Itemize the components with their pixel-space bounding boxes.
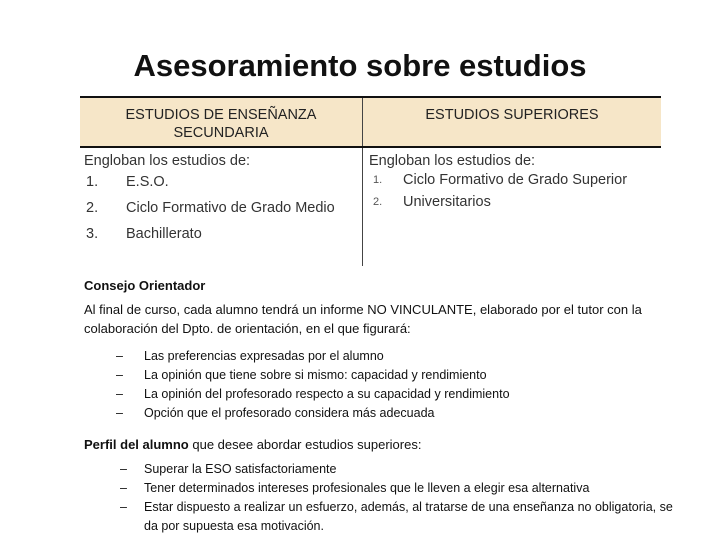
secundaria-lead: Engloban los estudios de: [84,153,251,169]
item-text: Bachillerato [126,226,202,242]
consejo-heading: Consejo Orientador [84,278,206,293]
item-text: Las preferencias expresadas por el alumno [144,349,384,363]
list-item [80,195,362,221]
header-superiores-label: ESTUDIOS SUPERIORES [425,107,599,123]
dash-marker: – [116,349,123,363]
item-number: 2. [86,200,99,216]
dash-marker: – [120,481,127,495]
item-text: E.S.O. [126,174,169,190]
perfil-heading [84,435,644,454]
list-item [116,404,676,423]
item-text: Universitarios [403,194,491,210]
item-text: Tener determinados intereses profesionales que le lleven a elegir esa alternativa [144,481,590,495]
list-item [116,385,676,404]
item-text: La opinión del profesorado respecto a su capacidad y rendimiento [144,387,510,401]
superiores-list [363,169,661,213]
consejo-list [116,347,676,423]
list-item [373,169,661,191]
item-text: La opinión que tiene sobre si mismo: capacidad y rendimiento [144,368,487,382]
header-secundaria-label: ESTUDIOS DE ENSEÑANZA SECUNDARIA [125,107,317,141]
studies-table [80,96,661,266]
item-text: Ciclo Formativo de Grado Superior [403,172,628,188]
item-text: Estar dispuesto a realizar un esfuerzo, además, al tratarse de una enseñanza no obligatoria, se da por supuesta esa motivación. [144,500,673,533]
dash-marker: – [120,500,127,514]
superiores-lead: Engloban los estudios de: [369,153,536,169]
item-number: 1. [86,174,99,190]
item-text: Superar la ESO satisfactoriamente [144,462,337,476]
superiores-cell [363,147,662,266]
list-item [116,366,676,385]
perfil-list [120,460,680,536]
dash-marker: – [120,462,127,476]
list-item [116,347,676,366]
item-number: 2. [373,196,383,208]
consejo-section [84,276,644,338]
dash-marker: – [116,368,123,382]
consejo-intro: Al final de curso, cada alumno tendrá un informe NO VINCULANTE, elaborado por el tutor con la colaboración del Dpto. de orientación, en el que figurará: [84,302,642,336]
list-item [120,460,680,479]
list-item [120,498,680,536]
item-text: Opción que el profesorado considera más adecuada [144,406,435,420]
secundaria-cell [80,147,363,266]
slide-title: Asesoramiento sobre estudios [133,48,587,83]
list-item [80,169,362,195]
item-number: 3. [86,226,99,242]
list-item [120,479,680,498]
secundaria-list [80,169,362,247]
perfil-heading-bold: Perfil del alumno [84,437,189,452]
item-text: Ciclo Formativo de Grado Medio [126,200,335,216]
header-superiores [363,97,662,147]
dash-marker: – [116,387,123,401]
item-number: 1. [373,174,383,186]
header-secundaria [80,97,363,147]
perfil-heading-rest: que desee abordar estudios superiores: [188,437,422,452]
list-item [373,191,661,213]
dash-marker: – [116,406,123,420]
list-item [80,221,362,247]
